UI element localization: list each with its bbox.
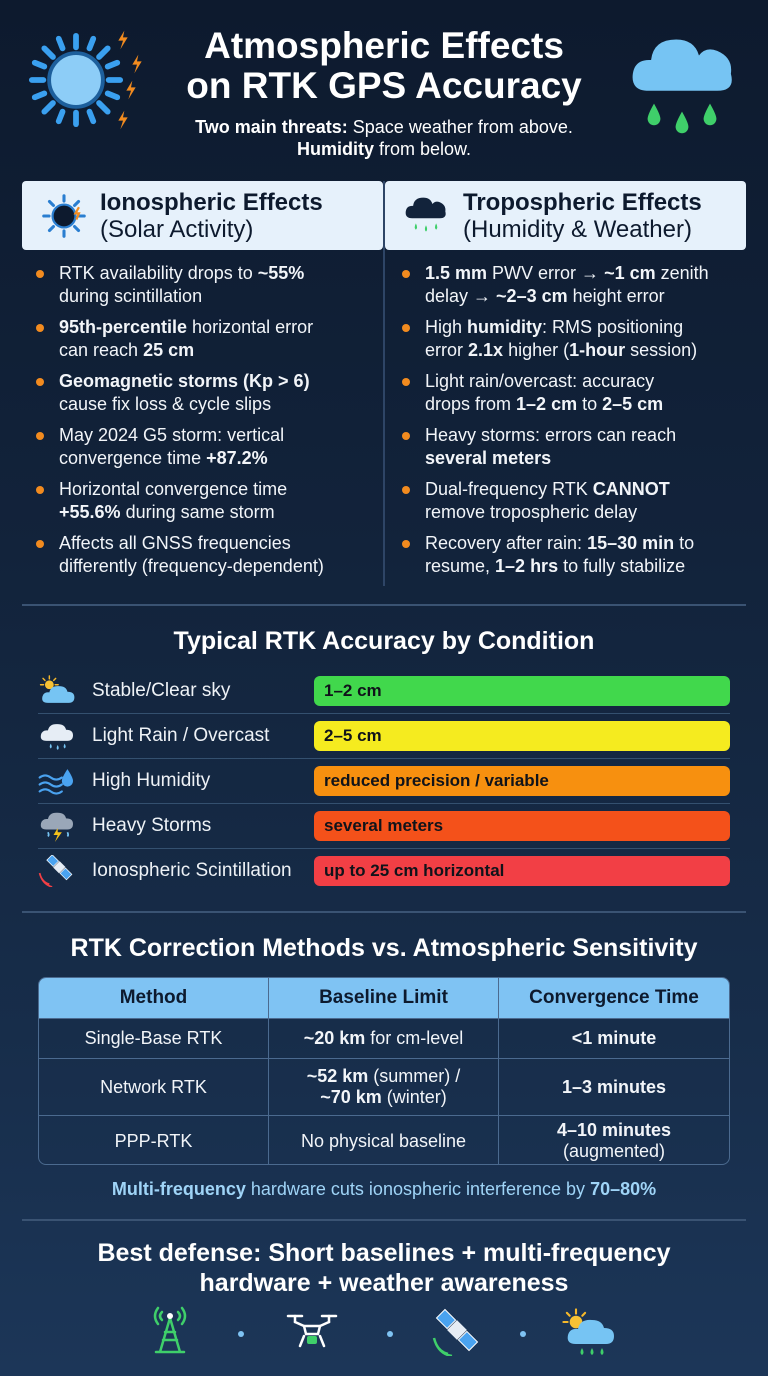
baseline-cell bbox=[269, 1059, 499, 1115]
text: Light rain/overcast: accuracy bbox=[425, 371, 655, 391]
bold-text: 2–5 cm bbox=[602, 394, 664, 414]
text: remove tropospheric delay bbox=[425, 502, 638, 522]
column-header-method: Method bbox=[39, 978, 269, 1018]
bold-text: ~2–3 cm bbox=[496, 286, 568, 306]
accuracy-section-title: Typical RTK Accuracy by Condition bbox=[173, 627, 595, 655]
list-item bbox=[36, 478, 376, 524]
baseline-cell bbox=[269, 1116, 499, 1165]
accuracy-row bbox=[38, 804, 730, 849]
text: cause fix loss & cycle slips bbox=[59, 394, 272, 414]
text: horizontal error bbox=[187, 317, 314, 337]
list-item bbox=[402, 316, 747, 362]
table-row bbox=[39, 1018, 729, 1058]
baseline-cell bbox=[269, 1019, 499, 1058]
text: error bbox=[425, 340, 469, 360]
text: session) bbox=[625, 340, 698, 360]
bold-text: ~1 cm bbox=[604, 263, 656, 283]
accuracy-bar: reduced precision / variable bbox=[314, 766, 730, 796]
text: delay → bbox=[425, 286, 497, 306]
ionospheric-bullet-list bbox=[36, 262, 376, 586]
rain-cloud-icon bbox=[38, 720, 76, 752]
page-subtitle: Two main threats: Space weather from above. Humidity from below. bbox=[195, 117, 573, 159]
tropospheric-bullet-list bbox=[402, 262, 747, 586]
method-cell: Single-Base RTK bbox=[39, 1019, 269, 1058]
accuracy-bar: up to 25 cm horizontal bbox=[314, 856, 730, 886]
accuracy-label: Stable/Clear sky bbox=[92, 680, 231, 701]
base-station-icon bbox=[150, 1306, 190, 1356]
bold-text: 15–30 min bbox=[587, 533, 675, 553]
list-item bbox=[402, 370, 747, 416]
table-header bbox=[39, 978, 729, 1018]
text: Recovery after rain: bbox=[425, 533, 588, 553]
separator-dot bbox=[387, 1331, 393, 1337]
bold-text: 4–10 minutes bbox=[556, 1120, 672, 1140]
bold-text: 95th-percentile bbox=[59, 317, 188, 337]
bold-text: 1-hour bbox=[569, 340, 626, 360]
sun-icon bbox=[42, 194, 86, 238]
text: drops from bbox=[425, 394, 517, 414]
list-item bbox=[402, 478, 747, 524]
method-cell: Network RTK bbox=[39, 1059, 269, 1115]
bold-text: Multi-frequency bbox=[111, 1179, 246, 1199]
bold-text: humidity bbox=[467, 317, 543, 337]
text: No physical baseline bbox=[300, 1130, 467, 1151]
drone-icon bbox=[284, 1310, 340, 1352]
text: (winter) bbox=[381, 1087, 447, 1107]
list-item bbox=[36, 532, 376, 578]
text: can reach bbox=[59, 340, 144, 360]
text: to bbox=[674, 533, 695, 553]
convergence-cell bbox=[499, 1116, 729, 1165]
page-title: Atmospheric Effects on RTK GPS Accuracy bbox=[186, 25, 582, 106]
panel-divider bbox=[383, 181, 385, 586]
text: (augmented) bbox=[562, 1141, 666, 1161]
accuracy-bar: several meters bbox=[314, 811, 730, 841]
bold-text: 1–2 hrs bbox=[495, 556, 559, 576]
convergence-cell bbox=[499, 1019, 729, 1058]
table-row bbox=[39, 1115, 729, 1165]
text: Affects all GNSS frequencies bbox=[59, 533, 291, 553]
list-item bbox=[36, 370, 376, 416]
bold-text: 1.5 mm bbox=[425, 263, 488, 283]
accuracy-row bbox=[38, 849, 730, 894]
text: during same storm bbox=[120, 502, 275, 522]
column-header-baseline: Baseline Limit bbox=[269, 978, 499, 1018]
bold-text: +87.2% bbox=[206, 448, 268, 468]
footer-title: Best defense: Short baselines + multi-frequency hardware + weather awareness bbox=[97, 1239, 671, 1297]
bold-text: ~70 km bbox=[320, 1087, 382, 1107]
method-cell: PPP-RTK bbox=[39, 1116, 269, 1165]
list-item bbox=[402, 262, 747, 308]
list-item bbox=[36, 316, 376, 362]
bold-text: 1–2 cm bbox=[516, 394, 578, 414]
bold-text: ~55% bbox=[257, 263, 305, 283]
convergence-cell bbox=[499, 1059, 729, 1115]
accuracy-bar: 1–2 cm bbox=[314, 676, 730, 706]
list-item bbox=[36, 262, 376, 308]
ionospheric-panel-header bbox=[22, 181, 383, 250]
bold-text: ~20 km bbox=[303, 1028, 366, 1048]
text: PWV error → bbox=[487, 263, 605, 283]
list-item bbox=[36, 424, 376, 470]
text: High bbox=[425, 317, 468, 337]
text: May 2024 G5 storm: vertical bbox=[59, 425, 285, 445]
methods-section-title: RTK Correction Methods vs. Atmospheric Sensitivity bbox=[70, 934, 698, 962]
accuracy-bar: 2–5 cm bbox=[314, 721, 730, 751]
sun-cloud-icon bbox=[562, 1308, 616, 1356]
tropospheric-subtitle: (Humidity & Weather) bbox=[463, 215, 692, 243]
bold-text: <1 minute bbox=[571, 1028, 657, 1048]
column-header-convergence: Convergence Time bbox=[529, 987, 699, 1008]
table-row bbox=[39, 1058, 729, 1115]
accuracy-label: Heavy Storms bbox=[92, 815, 212, 836]
text: zenith bbox=[655, 263, 709, 283]
methods-note bbox=[0, 1178, 768, 1200]
list-item bbox=[402, 532, 747, 578]
section-divider bbox=[22, 604, 746, 606]
accuracy-label: Ionospheric Scintillation bbox=[92, 860, 292, 881]
bold-text: CANNOT bbox=[592, 479, 670, 499]
text: Heavy storms: errors can reach bbox=[425, 425, 677, 445]
sun-cloud-icon bbox=[38, 675, 76, 707]
bold-text: Geomagnetic storms (Kp > 6) bbox=[59, 371, 310, 391]
bold-text: several meters bbox=[425, 448, 552, 468]
text: convergence time bbox=[59, 448, 207, 468]
accuracy-row bbox=[38, 669, 730, 714]
text: for cm-level bbox=[365, 1028, 464, 1048]
accuracy-label: Light Rain / Overcast bbox=[92, 725, 270, 746]
list-item bbox=[402, 424, 747, 470]
accuracy-row bbox=[38, 714, 730, 759]
text: (summer) / bbox=[368, 1066, 461, 1086]
text: hardware cuts ionospheric interference by bbox=[245, 1179, 591, 1199]
text: higher ( bbox=[503, 340, 570, 360]
text: Horizontal convergence time bbox=[59, 479, 288, 499]
methods-table bbox=[38, 977, 730, 1165]
bold-text: 70–80% bbox=[590, 1179, 657, 1199]
text: height error bbox=[567, 286, 665, 306]
separator-dot bbox=[238, 1331, 244, 1337]
storm-cloud-icon bbox=[38, 810, 76, 842]
satellite-icon bbox=[38, 855, 76, 887]
ionospheric-title: Ionospheric Effects bbox=[100, 188, 323, 216]
ionospheric-subtitle: (Solar Activity) bbox=[100, 215, 254, 243]
bold-text: +55.6% bbox=[59, 502, 121, 522]
section-divider bbox=[22, 1219, 746, 1221]
accuracy-label: High Humidity bbox=[92, 770, 211, 791]
bold-text: 2.1x bbox=[468, 340, 504, 360]
text: to bbox=[577, 394, 603, 414]
text: RTK availability drops to bbox=[59, 263, 258, 283]
separator-dot bbox=[520, 1331, 526, 1337]
rain-cloud-icon bbox=[403, 193, 449, 239]
bold-text: ~52 km bbox=[306, 1066, 369, 1086]
humidity-icon bbox=[38, 765, 76, 797]
tropospheric-panel-header bbox=[385, 181, 746, 250]
text: differently (frequency-dependent) bbox=[59, 556, 324, 576]
accuracy-row bbox=[38, 759, 730, 804]
satellite-icon bbox=[432, 1308, 482, 1356]
text: during scintillation bbox=[59, 286, 203, 306]
section-divider bbox=[22, 911, 746, 913]
tropospheric-title: Tropospheric Effects bbox=[463, 188, 702, 216]
text: resume, bbox=[425, 556, 496, 576]
text: : RMS positioning bbox=[542, 317, 684, 337]
bold-text: 25 cm bbox=[143, 340, 195, 360]
bold-text: 1–3 minutes bbox=[561, 1076, 667, 1097]
text: to fully stabilize bbox=[558, 556, 686, 576]
text: Dual-frequency RTK bbox=[425, 479, 593, 499]
